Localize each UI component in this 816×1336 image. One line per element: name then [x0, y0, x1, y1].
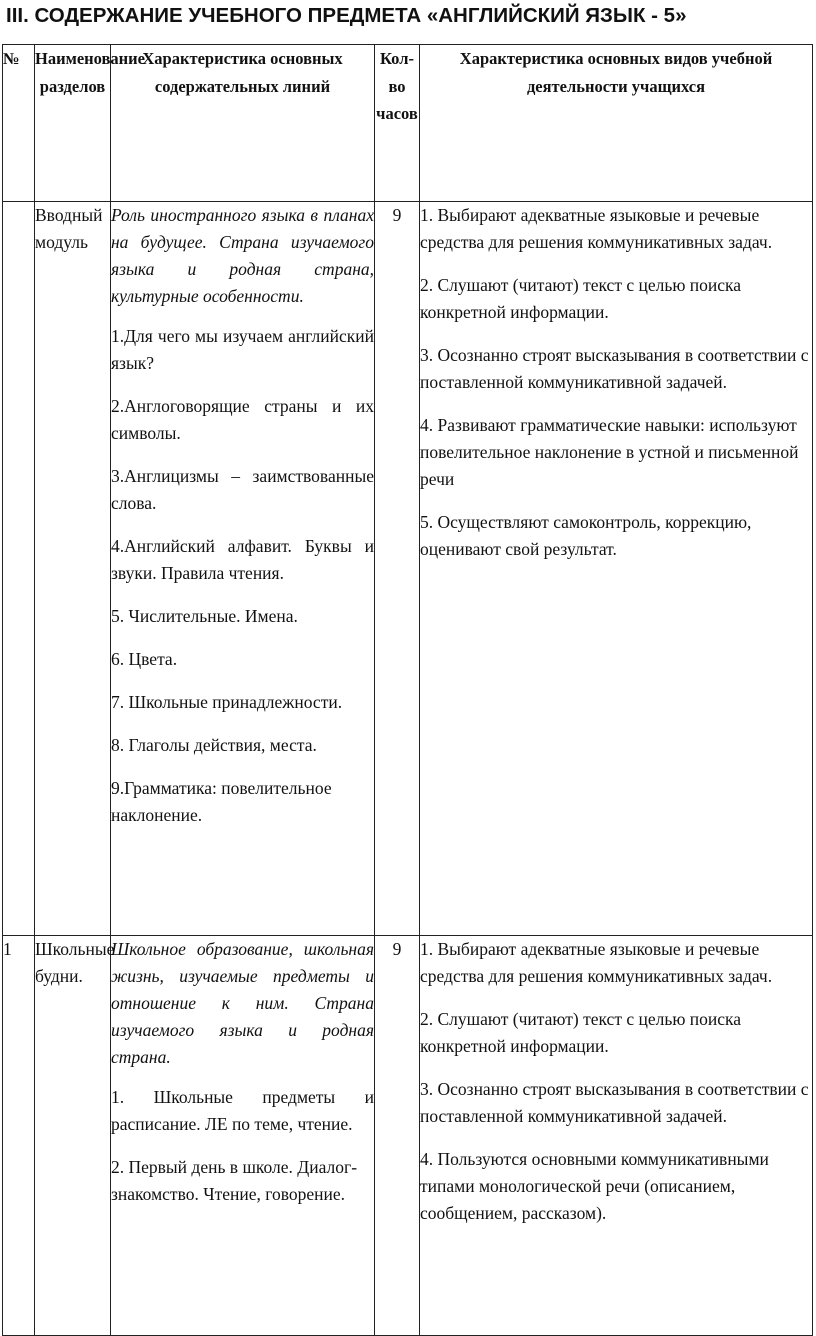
page-title: III. СОДЕРЖАНИЕ УЧЕБНОГО ПРЕДМЕТА «АНГЛИЙСКИЙ ЯЗЫК - 5» — [6, 4, 687, 27]
row-number — [3, 202, 35, 936]
topic-item: 5. Числительные. Имена. — [111, 606, 298, 626]
hours-cell: 9 — [375, 202, 420, 936]
header-hours: Кол-во часов — [375, 45, 420, 202]
section-name: Вводный модуль — [35, 202, 111, 936]
activity-item: 5. Осуществляют самоконтроль, коррекцию, оценивают свой результат. — [420, 512, 752, 559]
activity-item: 2. Слушают (читают) текст с целью поиска конкретной информации. — [420, 275, 742, 322]
topic-item: 7. Школьные принадлежности. — [111, 692, 343, 712]
topic-item: 2.Англоговорящие страны и их символы. — [111, 396, 374, 443]
table-row — [3, 936, 813, 1336]
activities-cell — [420, 202, 813, 936]
header-characteristics: Характеристика основных содержательных линий — [111, 45, 375, 202]
topic-item: 1. Школьные предметы и расписание. ЛЕ по теме, чтение. — [111, 1087, 374, 1134]
activity-item: 4. Развивают грамматические навыки: используют повелительное наклонение в устной и письменной речи — [420, 415, 799, 489]
topic-item: 3.Англицизмы – заимствованные слова. — [111, 466, 374, 513]
row-number: 1 — [3, 936, 35, 1336]
characteristics-intro: Роль иностранного языка в планах на будущее. Страна изучаемого языка и родная страна, культурные особенности. — [111, 205, 374, 306]
content-table — [2, 44, 813, 1336]
hours-cell: 9 — [375, 936, 420, 1336]
table-header-row — [3, 45, 813, 202]
topic-item: 1.Для чего мы изучаем английский язык? — [111, 326, 374, 373]
activity-item: 3. Осознанно строят высказывания в соответствии с поставленной коммуникативной задачей. — [420, 345, 809, 392]
topic-item: 2. Первый день в школе. Диалог-знакомство. Чтение, говорение. — [111, 1157, 358, 1204]
activity-item: 1. Выбирают адекватные языковые и речевые средства для решения коммуникативных задач. — [420, 939, 773, 986]
topic-item: 8. Глаголы действия, места. — [111, 735, 317, 755]
activity-item: 3. Осознанно строят высказывания в соответствии с поставленной коммуникативной задачей. — [420, 1079, 809, 1126]
activities-cell — [420, 936, 813, 1336]
topic-item: 9.Грамматика: повелительное наклонение. — [111, 778, 332, 825]
table-row — [3, 202, 813, 936]
header-activities: Характеристика основных видов учебной деятельности учащихся — [420, 45, 813, 202]
header-number: № — [3, 45, 35, 202]
topic-item: 6. Цвета. — [111, 649, 178, 669]
characteristics-cell — [111, 936, 375, 1336]
activity-item: 4. Пользуются основными коммуникативными типами монологической речи (описанием, сообщением, рассказом). — [420, 1149, 769, 1223]
characteristics-cell — [111, 202, 375, 936]
header-section-name: Наименование разделов — [35, 45, 111, 202]
section-name: Школьные будни. — [35, 936, 111, 1336]
topic-item: 4.Английский алфавит. Буквы и звуки. Правила чтения. — [111, 536, 374, 583]
characteristics-intro: Школьное образование, школьная жизнь, изучаемые предметы и отношение к ним. Страна изучаемого языка и родная страна. — [111, 939, 374, 1067]
activity-item: 2. Слушают (читают) текст с целью поиска конкретной информации. — [420, 1009, 742, 1056]
activity-item: 1. Выбирают адекватные языковые и речевые средства для решения коммуникативных задач. — [420, 205, 773, 252]
